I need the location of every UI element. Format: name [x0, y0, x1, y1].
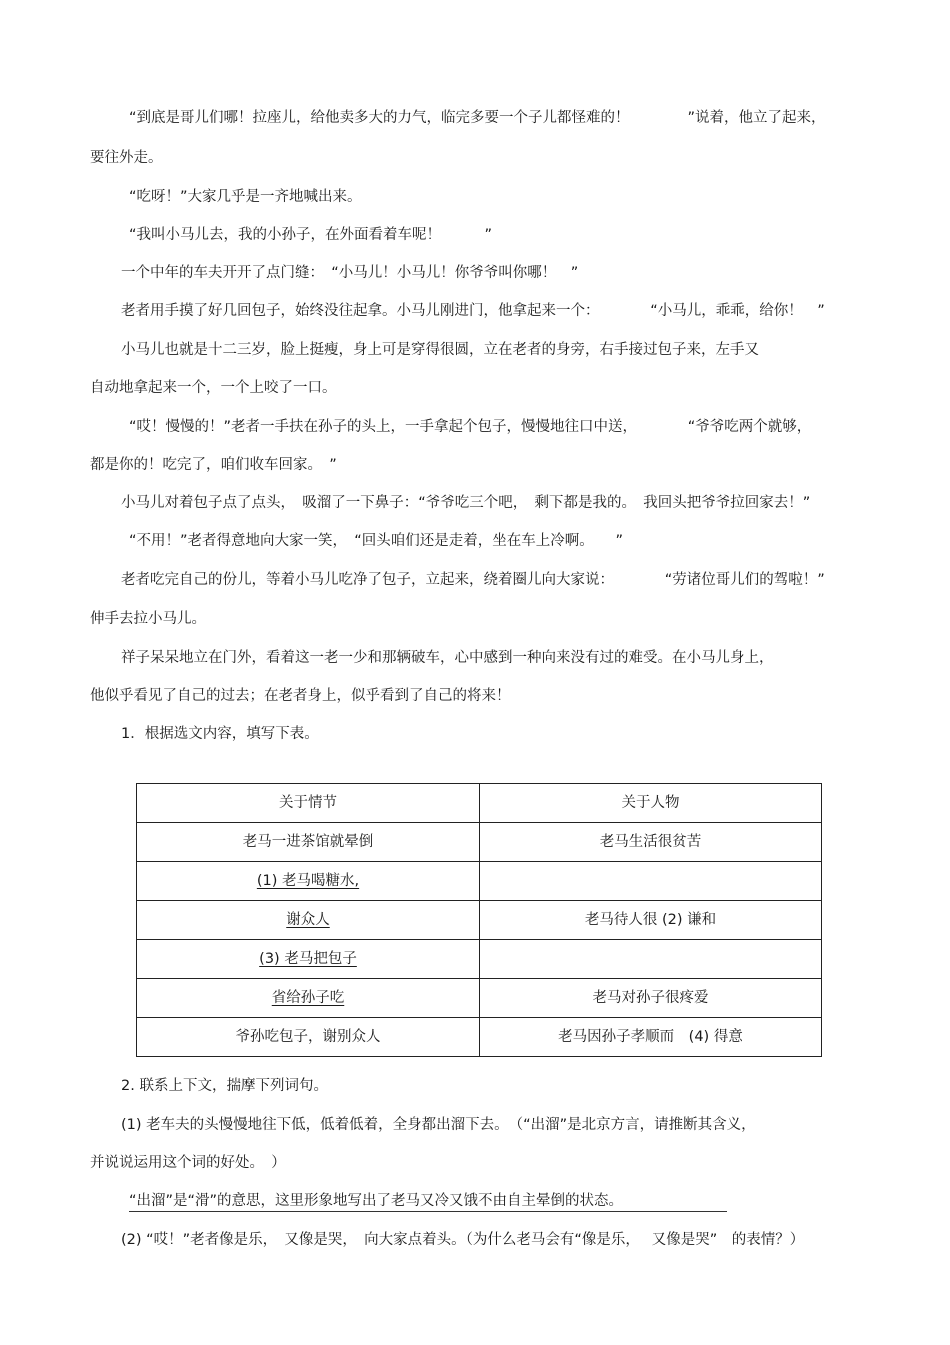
table-cell: 老马一进茶馆就晕倒	[137, 823, 480, 862]
question-2-sub-2: (2) “哎！”老者像是乐， 又像是哭， 向大家点着头。（为什么老马会有“像是乐， 又像是哭” 的表情？）	[121, 1232, 805, 1248]
table-header-row	[137, 784, 822, 823]
table-cell	[480, 862, 822, 901]
table-row	[137, 901, 822, 940]
answer-line-1: “出溜”是“滑”的意思，这里形象地写出了老马又冷又饿不由自主晕倒的状态。	[129, 1191, 727, 1212]
table-row	[137, 979, 822, 1018]
passage-line-16: 他似乎看见了自己的过去；在老者身上，似乎看到了自己的将来！	[90, 688, 511, 704]
passage-line-4: “我叫小马儿去，我的小孙子，在外面看着车呢！ ”	[129, 227, 493, 243]
header-plot: 关于情节	[137, 784, 480, 823]
table-row	[137, 862, 822, 901]
table-cell: 老马对孙子很疼爱	[480, 979, 822, 1018]
question-2-label: 2. 联系上下文，揣摩下列词句。	[121, 1078, 328, 1094]
passage-line-8: 自动地拿起来一个，一个上咬了一口。	[90, 380, 337, 396]
table-row	[137, 940, 822, 979]
table-row	[137, 1018, 822, 1057]
table-cell	[137, 940, 480, 979]
passage-line-15: 祥子呆呆地立在门外，看着这一老一少和那辆破车，心中感到一种向来没有过的难受。在小马儿身上，	[121, 650, 774, 666]
table-cell	[137, 901, 480, 940]
question-2-sub-1-cont: 并说说运用这个词的好处。 ）	[90, 1155, 286, 1171]
passage-line-14: 伸手去拉小马儿。	[90, 611, 206, 627]
answer-table	[136, 783, 822, 1057]
passage-line-1: “到底是哥儿们哪！拉座儿，给他卖多大的力气，临完多要一个子儿都怪难的！ ”说着，他立了起来，	[129, 110, 826, 126]
passage-line-12: “不用！”老者得意地向大家一笑， “回头咱们还是走着，坐在车上冷啊。 ”	[129, 533, 624, 549]
table-row	[137, 823, 822, 862]
table-cell	[137, 862, 480, 901]
passage-line-9: “哎！慢慢的！”老者一手扶在孙子的头上，一手拿起个包子，慢慢地往口中送， “爷爷吃两个就够，	[129, 419, 812, 435]
passage-line-2: 要往外走。	[90, 150, 163, 166]
table-cell	[137, 979, 480, 1018]
passage-line-11: 小马儿对着包子点了点头， 吸溜了一下鼻子：“爷爷吃三个吧， 剩下都是我的。 我回头把爷爷拉回家去！”	[121, 495, 811, 511]
passage-line-5: 一个中年的车夫开开了点门缝： “小马儿！小马儿！你爷爷叫你哪！ ”	[121, 265, 579, 281]
passage-line-13: 老者吃完自己的份儿，等着小马儿吃净了包子，立起来，绕着圈儿向大家说： “劳诸位哥儿们的驾啦！”	[121, 572, 825, 588]
table-cell: 爷孙吃包子，谢别众人	[137, 1018, 480, 1057]
question-2-sub-1: (1) 老车夫的头慢慢地往下低，低着低着，全身都出溜下去。 （“出溜”是北京方言，请推断其含义，	[121, 1117, 756, 1133]
fill-answer-1-cont: 谢众人	[286, 912, 330, 928]
header-character: 关于人物	[480, 784, 822, 823]
table-cell: 老马生活很贫苦	[480, 823, 822, 862]
passage-line-6: 老者用手摸了好几回包子，始终没往起拿。小马儿刚进门，他拿起来一个： “小马儿，乖乖，给你！ ”	[121, 303, 825, 319]
fill-answer-3: (3) 老马把包子	[259, 951, 357, 967]
fill-answer-3-cont: 省给孙子吃	[271, 990, 345, 1006]
table-cell	[480, 940, 822, 979]
passage-line-3: “吃呀！”大家几乎是一齐地喊出来。	[129, 189, 362, 205]
table-cell: 老马因孙子孝顺而 (4) 得意	[480, 1018, 822, 1057]
question-1-label: 1．根据选文内容，填写下表。	[121, 726, 319, 742]
passage-line-10: 都是你的！吃完了，咱们收车回家。 ”	[90, 457, 337, 473]
fill-answer-1: (1) 老马喝糖水,	[256, 873, 360, 889]
table-cell: 老马待人很 (2) 谦和	[480, 901, 822, 940]
passage-line-7: 小马儿也就是十二三岁，脸上挺瘦，身上可是穿得很圆，立在老者的身旁，右手接过包子来，左手又	[121, 342, 759, 358]
